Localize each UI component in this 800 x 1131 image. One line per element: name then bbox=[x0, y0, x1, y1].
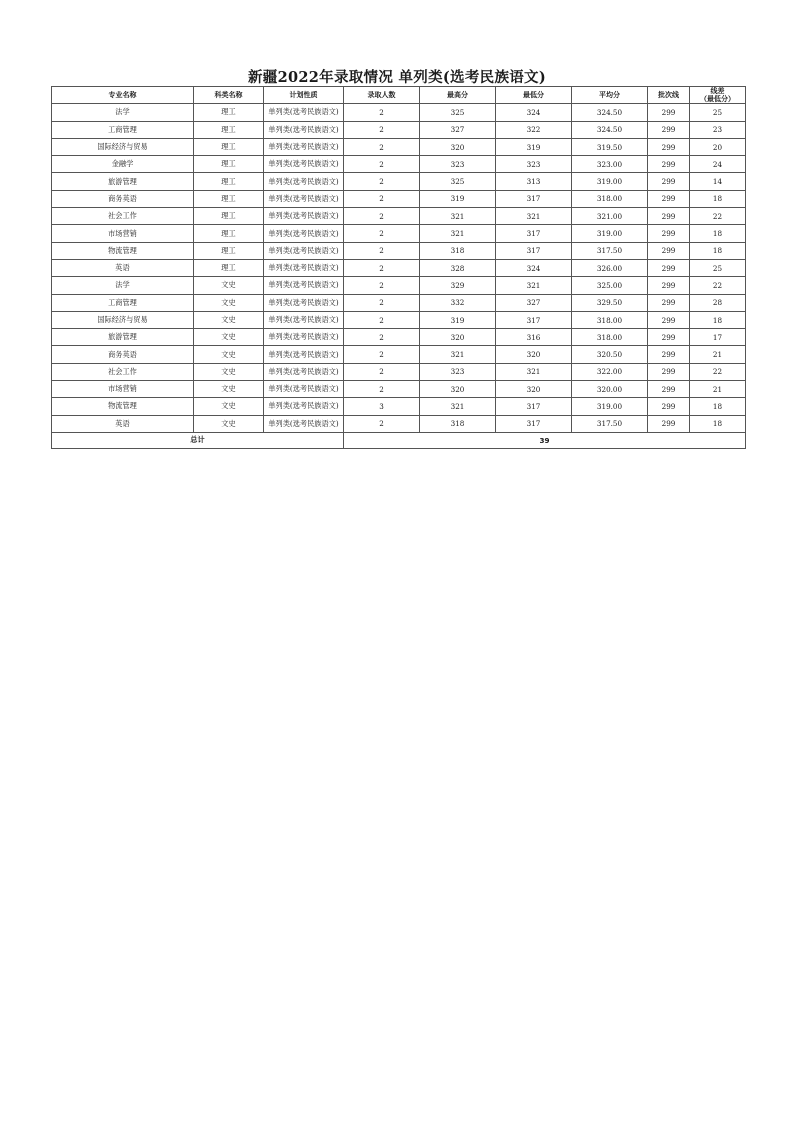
cell-avg-score: 319.00 bbox=[572, 225, 648, 242]
cell-admitted-count: 2 bbox=[344, 277, 420, 294]
cell-admitted-count: 2 bbox=[344, 381, 420, 398]
cell-avg-score: 317.50 bbox=[572, 415, 648, 432]
cell-category: 文史 bbox=[194, 363, 264, 380]
cell-admitted-count: 2 bbox=[344, 311, 420, 328]
table-row bbox=[52, 294, 746, 311]
cell-plan-type: 单列类(选考民族语文) bbox=[264, 208, 344, 225]
table-row bbox=[52, 259, 746, 276]
cell-category: 文史 bbox=[194, 329, 264, 346]
cell-plan-type: 单列类(选考民族语文) bbox=[264, 329, 344, 346]
cell-avg-score: 318.00 bbox=[572, 329, 648, 346]
cell-plan-type: 单列类(选考民族语文) bbox=[264, 294, 344, 311]
cell-line-diff: 18 bbox=[690, 311, 746, 328]
table-row bbox=[52, 381, 746, 398]
cell-category: 理工 bbox=[194, 225, 264, 242]
cell-major: 工商管理 bbox=[52, 294, 194, 311]
cell-major: 旅游管理 bbox=[52, 329, 194, 346]
header-line-diff bbox=[690, 87, 746, 104]
cell-category: 理工 bbox=[194, 138, 264, 155]
table-row bbox=[52, 242, 746, 259]
cell-max-score: 323 bbox=[420, 363, 496, 380]
cell-min-score: 327 bbox=[496, 294, 572, 311]
cell-batch-line: 299 bbox=[648, 225, 690, 242]
page-title: 新疆2022年录取情况 单列类(选考民族语文) bbox=[247, 69, 547, 86]
total-value: 39 bbox=[344, 432, 746, 448]
cell-category: 文史 bbox=[194, 381, 264, 398]
cell-category: 文史 bbox=[194, 415, 264, 432]
header-row bbox=[52, 87, 746, 104]
cell-line-diff: 23 bbox=[690, 121, 746, 138]
cell-max-score: 318 bbox=[420, 242, 496, 259]
cell-major: 社会工作 bbox=[52, 208, 194, 225]
cell-max-score: 321 bbox=[420, 225, 496, 242]
cell-min-score: 313 bbox=[496, 173, 572, 190]
cell-admitted-count: 2 bbox=[344, 294, 420, 311]
cell-min-score: 321 bbox=[496, 277, 572, 294]
table-row bbox=[52, 363, 746, 380]
cell-max-score: 320 bbox=[420, 138, 496, 155]
cell-admitted-count: 3 bbox=[344, 398, 420, 415]
cell-avg-score: 320.00 bbox=[572, 381, 648, 398]
cell-min-score: 316 bbox=[496, 329, 572, 346]
cell-line-diff: 24 bbox=[690, 156, 746, 173]
cell-max-score: 323 bbox=[420, 156, 496, 173]
cell-avg-score: 319.00 bbox=[572, 173, 648, 190]
cell-max-score: 325 bbox=[420, 173, 496, 190]
cell-batch-line: 299 bbox=[648, 277, 690, 294]
table-row bbox=[52, 346, 746, 363]
cell-category: 理工 bbox=[194, 156, 264, 173]
cell-line-diff: 18 bbox=[690, 242, 746, 259]
cell-avg-score: 323.00 bbox=[572, 156, 648, 173]
cell-line-diff: 21 bbox=[690, 381, 746, 398]
cell-admitted-count: 2 bbox=[344, 415, 420, 432]
cell-min-score: 317 bbox=[496, 398, 572, 415]
cell-admitted-count: 2 bbox=[344, 363, 420, 380]
table-row bbox=[52, 277, 746, 294]
cell-plan-type: 单列类(选考民族语文) bbox=[264, 277, 344, 294]
cell-avg-score: 324.50 bbox=[572, 104, 648, 121]
cell-batch-line: 299 bbox=[648, 138, 690, 155]
cell-max-score: 327 bbox=[420, 121, 496, 138]
total-label: 总计 bbox=[52, 432, 344, 448]
cell-max-score: 320 bbox=[420, 381, 496, 398]
cell-category: 理工 bbox=[194, 190, 264, 207]
cell-admitted-count: 2 bbox=[344, 208, 420, 225]
total-row bbox=[52, 432, 746, 448]
cell-major: 金融学 bbox=[52, 156, 194, 173]
header-plan-type: 计划性质 bbox=[264, 87, 344, 104]
cell-admitted-count: 2 bbox=[344, 329, 420, 346]
cell-plan-type: 单列类(选考民族语文) bbox=[264, 190, 344, 207]
cell-major: 物流管理 bbox=[52, 398, 194, 415]
cell-major: 国际经济与贸易 bbox=[52, 311, 194, 328]
table-row bbox=[52, 121, 746, 138]
cell-min-score: 319 bbox=[496, 138, 572, 155]
cell-min-score: 320 bbox=[496, 381, 572, 398]
cell-category: 文史 bbox=[194, 311, 264, 328]
cell-batch-line: 299 bbox=[648, 190, 690, 207]
cell-max-score: 318 bbox=[420, 415, 496, 432]
cell-major: 法学 bbox=[52, 277, 194, 294]
table-row bbox=[52, 104, 746, 121]
cell-major: 商务英语 bbox=[52, 190, 194, 207]
cell-line-diff: 14 bbox=[690, 173, 746, 190]
cell-line-diff: 20 bbox=[690, 138, 746, 155]
admission-table bbox=[51, 86, 746, 449]
cell-line-diff: 22 bbox=[690, 363, 746, 380]
cell-plan-type: 单列类(选考民族语文) bbox=[264, 104, 344, 121]
cell-avg-score: 319.50 bbox=[572, 138, 648, 155]
header-major: 专业名称 bbox=[52, 87, 194, 104]
cell-plan-type: 单列类(选考民族语文) bbox=[264, 346, 344, 363]
cell-line-diff: 25 bbox=[690, 259, 746, 276]
cell-major: 工商管理 bbox=[52, 121, 194, 138]
header-admitted-count: 录取人数 bbox=[344, 87, 420, 104]
cell-line-diff: 22 bbox=[690, 277, 746, 294]
header-min-score: 最低分 bbox=[496, 87, 572, 104]
cell-admitted-count: 2 bbox=[344, 173, 420, 190]
cell-plan-type: 单列类(选考民族语文) bbox=[264, 242, 344, 259]
cell-avg-score: 318.00 bbox=[572, 311, 648, 328]
cell-plan-type: 单列类(选考民族语文) bbox=[264, 363, 344, 380]
cell-batch-line: 299 bbox=[648, 121, 690, 138]
cell-batch-line: 299 bbox=[648, 208, 690, 225]
cell-major: 市场营销 bbox=[52, 381, 194, 398]
table-body bbox=[52, 104, 746, 433]
header-line-diff-label: 线差 bbox=[710, 87, 725, 96]
cell-batch-line: 299 bbox=[648, 415, 690, 432]
cell-line-diff: 18 bbox=[690, 398, 746, 415]
header-max-score: 最高分 bbox=[420, 87, 496, 104]
cell-category: 文史 bbox=[194, 398, 264, 415]
cell-major: 商务英语 bbox=[52, 346, 194, 363]
cell-plan-type: 单列类(选考民族语文) bbox=[264, 121, 344, 138]
cell-plan-type: 单列类(选考民族语文) bbox=[264, 415, 344, 432]
header-category: 科类名称 bbox=[194, 87, 264, 104]
cell-major: 社会工作 bbox=[52, 363, 194, 380]
cell-avg-score: 319.00 bbox=[572, 398, 648, 415]
cell-line-diff: 18 bbox=[690, 225, 746, 242]
cell-category: 理工 bbox=[194, 208, 264, 225]
cell-admitted-count: 2 bbox=[344, 138, 420, 155]
cell-avg-score: 322.00 bbox=[572, 363, 648, 380]
cell-line-diff: 22 bbox=[690, 208, 746, 225]
cell-min-score: 321 bbox=[496, 363, 572, 380]
cell-max-score: 328 bbox=[420, 259, 496, 276]
cell-batch-line: 299 bbox=[648, 173, 690, 190]
cell-plan-type: 单列类(选考民族语文) bbox=[264, 225, 344, 242]
table-row bbox=[52, 225, 746, 242]
cell-plan-type: 单列类(选考民族语文) bbox=[264, 259, 344, 276]
cell-avg-score: 320.50 bbox=[572, 346, 648, 363]
cell-max-score: 332 bbox=[420, 294, 496, 311]
cell-min-score: 324 bbox=[496, 259, 572, 276]
cell-major: 法学 bbox=[52, 104, 194, 121]
cell-avg-score: 325.00 bbox=[572, 277, 648, 294]
cell-plan-type: 单列类(选考民族语文) bbox=[264, 398, 344, 415]
table-row bbox=[52, 173, 746, 190]
header-batch-line: 批次线 bbox=[648, 87, 690, 104]
cell-major: 旅游管理 bbox=[52, 173, 194, 190]
cell-min-score: 317 bbox=[496, 225, 572, 242]
cell-plan-type: 单列类(选考民族语文) bbox=[264, 173, 344, 190]
cell-min-score: 322 bbox=[496, 121, 572, 138]
cell-batch-line: 299 bbox=[648, 311, 690, 328]
cell-batch-line: 299 bbox=[648, 346, 690, 363]
cell-max-score: 321 bbox=[420, 208, 496, 225]
cell-major: 英语 bbox=[52, 259, 194, 276]
cell-min-score: 321 bbox=[496, 208, 572, 225]
cell-plan-type: 单列类(选考民族语文) bbox=[264, 138, 344, 155]
cell-admitted-count: 2 bbox=[344, 156, 420, 173]
cell-line-diff: 21 bbox=[690, 346, 746, 363]
cell-category: 理工 bbox=[194, 259, 264, 276]
cell-admitted-count: 2 bbox=[344, 104, 420, 121]
cell-category: 理工 bbox=[194, 173, 264, 190]
cell-line-diff: 18 bbox=[690, 415, 746, 432]
table-row bbox=[52, 156, 746, 173]
cell-batch-line: 299 bbox=[648, 259, 690, 276]
table-row bbox=[52, 329, 746, 346]
cell-min-score: 320 bbox=[496, 346, 572, 363]
cell-plan-type: 单列类(选考民族语文) bbox=[264, 156, 344, 173]
cell-max-score: 319 bbox=[420, 311, 496, 328]
cell-admitted-count: 2 bbox=[344, 121, 420, 138]
cell-min-score: 324 bbox=[496, 104, 572, 121]
cell-min-score: 323 bbox=[496, 156, 572, 173]
cell-avg-score: 318.00 bbox=[572, 190, 648, 207]
cell-batch-line: 299 bbox=[648, 242, 690, 259]
cell-plan-type: 单列类(选考民族语文) bbox=[264, 311, 344, 328]
table-row bbox=[52, 398, 746, 415]
cell-admitted-count: 2 bbox=[344, 225, 420, 242]
cell-max-score: 329 bbox=[420, 277, 496, 294]
cell-category: 文史 bbox=[194, 294, 264, 311]
cell-category: 理工 bbox=[194, 242, 264, 259]
cell-batch-line: 299 bbox=[648, 381, 690, 398]
cell-major: 市场营销 bbox=[52, 225, 194, 242]
table-row bbox=[52, 311, 746, 328]
cell-admitted-count: 2 bbox=[344, 242, 420, 259]
cell-major: 物流管理 bbox=[52, 242, 194, 259]
table-row bbox=[52, 415, 746, 432]
cell-batch-line: 299 bbox=[648, 398, 690, 415]
cell-admitted-count: 2 bbox=[344, 346, 420, 363]
cell-avg-score: 321.00 bbox=[572, 208, 648, 225]
cell-plan-type: 单列类(选考民族语文) bbox=[264, 381, 344, 398]
cell-line-diff: 17 bbox=[690, 329, 746, 346]
cell-major: 英语 bbox=[52, 415, 194, 432]
cell-batch-line: 299 bbox=[648, 294, 690, 311]
cell-max-score: 319 bbox=[420, 190, 496, 207]
header-avg-score: 平均分 bbox=[572, 87, 648, 104]
table-row bbox=[52, 138, 746, 155]
cell-batch-line: 299 bbox=[648, 156, 690, 173]
cell-batch-line: 299 bbox=[648, 104, 690, 121]
cell-category: 理工 bbox=[194, 104, 264, 121]
cell-max-score: 325 bbox=[420, 104, 496, 121]
cell-category: 文史 bbox=[194, 277, 264, 294]
table-row bbox=[52, 208, 746, 225]
cell-line-diff: 28 bbox=[690, 294, 746, 311]
cell-line-diff: 25 bbox=[690, 104, 746, 121]
cell-admitted-count: 2 bbox=[344, 259, 420, 276]
cell-avg-score: 324.50 bbox=[572, 121, 648, 138]
cell-max-score: 321 bbox=[420, 346, 496, 363]
cell-major: 国际经济与贸易 bbox=[52, 138, 194, 155]
cell-max-score: 320 bbox=[420, 329, 496, 346]
cell-line-diff: 18 bbox=[690, 190, 746, 207]
cell-min-score: 317 bbox=[496, 242, 572, 259]
cell-admitted-count: 2 bbox=[344, 190, 420, 207]
cell-max-score: 321 bbox=[420, 398, 496, 415]
table-row bbox=[52, 190, 746, 207]
cell-avg-score: 329.50 bbox=[572, 294, 648, 311]
cell-batch-line: 299 bbox=[648, 363, 690, 380]
cell-batch-line: 299 bbox=[648, 329, 690, 346]
cell-min-score: 317 bbox=[496, 311, 572, 328]
cell-avg-score: 317.50 bbox=[572, 242, 648, 259]
cell-category: 理工 bbox=[194, 121, 264, 138]
cell-min-score: 317 bbox=[496, 190, 572, 207]
cell-avg-score: 326.00 bbox=[572, 259, 648, 276]
cell-category: 文史 bbox=[194, 346, 264, 363]
header-line-diff-sub: （最低分） bbox=[700, 95, 735, 104]
cell-min-score: 317 bbox=[496, 415, 572, 432]
